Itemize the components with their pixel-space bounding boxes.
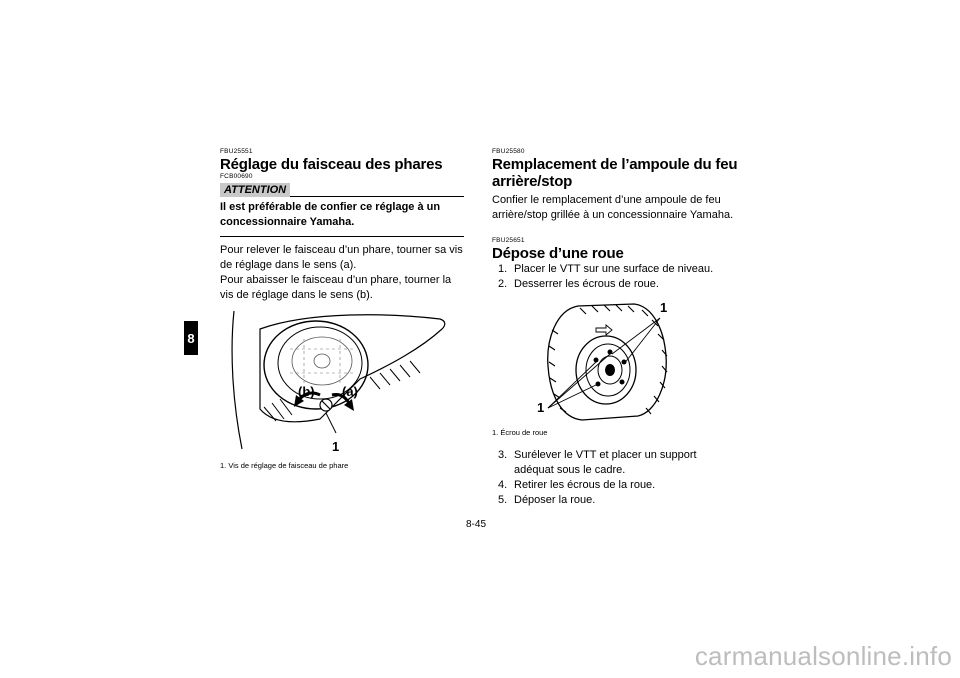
direction-b-label: (b) [298,384,315,399]
paragraph-bulb: Confier le remplacement d’une ampoule de feu arrière/stop grillée à un concessionnaire Yamaha. [492,194,734,221]
list-item: 1. Placer le VTT sur une surface de niveau. [498,263,714,275]
page-number: 8-45 [466,519,487,530]
paragraph-raise: Pour relever le faisceau d’un phare, tourner sa vis de réglage dans le sens (a). [220,244,463,271]
callout-bottom: 1 [537,400,545,415]
attention-label: ATTENTION [220,183,290,197]
section-title: Réglage du faisceau des phares [220,156,443,173]
direction-a-label: (a) [342,384,358,399]
list-item: 4. Retirer les écrous de la roue. [498,479,656,491]
list-item: 2. Desserrer les écrous de roue. [498,278,659,290]
left-column [220,148,464,471]
headlight-illustration [220,309,464,457]
steps-list-a [492,262,736,292]
list-item: 5. Déposer la roue. [498,494,596,506]
callout-top: 1 [660,300,668,315]
section-code: FBU25580 [492,148,525,155]
figure-caption: 1. Vis de réglage de faisceau de phare [220,461,349,470]
section-code: FBU25551 [220,148,253,155]
watermark: carmanualsonline.info [694,641,952,671]
right-column [492,148,736,508]
wheel-figure [492,300,736,426]
figure-caption: 1. Écrou de roue [492,428,548,437]
wheel-illustration [492,300,736,426]
chapter-number: 8 [187,330,195,346]
headlight-figure [220,309,464,457]
section-title: Remplacement de l’ampoule du feu arrière/stop [492,156,738,190]
list-item: 3. Surélever le VTT et placer un support adéquat sous le cadre. [498,449,697,476]
attention-text: Il est préférable de confier ce réglage à un concessionnaire Yamaha. [220,197,464,237]
steps-list-b [492,448,736,508]
attention-rule [290,196,464,197]
caution-code: FCB00690 [220,173,253,180]
callout-1: 1 [332,439,340,454]
section-code-2: FBU25651 [492,237,525,244]
chapter-tab [184,321,198,355]
section-title-2: Dépose d’une roue [492,245,624,262]
paragraph-lower: Pour abaisser le faisceau d’un phare, tourner la vis de réglage dans le sens (b). [220,274,452,301]
attention-header [220,183,464,197]
